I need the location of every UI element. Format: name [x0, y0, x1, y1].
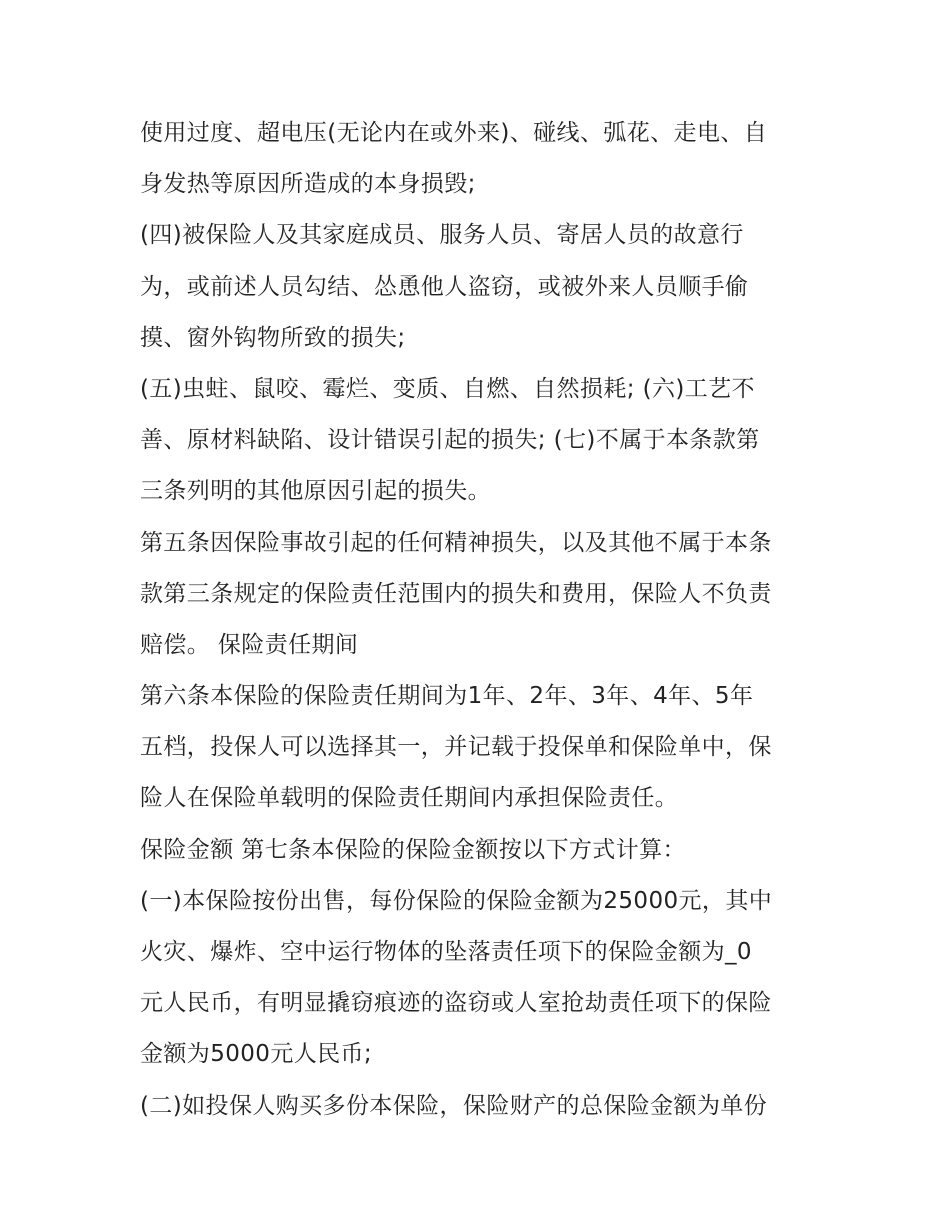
text-line: (五)虫蛀、鼠咬、霉烂、变质、自燃、自然损耗; (六)工艺不	[140, 375, 755, 402]
text-line: 身发热等原因所造成的本身损毁;	[140, 171, 476, 198]
text-line: (一)本保险按份出售，每份保险的保险金额为25000元，其中	[140, 887, 773, 914]
text-line: 为，或前述人员勾结、怂恿他人盗窃，或被外来人员顺手偷	[140, 273, 749, 300]
text-line: 三条列明的其他原因引起的损失。	[140, 478, 491, 505]
text-line: 摸、窗外钩物所致的损失;	[140, 324, 406, 351]
text-line: 火灾、爆炸、空中运行物体的坠落责任项下的保险金额为_0	[140, 939, 752, 965]
text-line: 使用过度、超电压(无论内在或外来)、碰线、弧花、走电、自	[140, 120, 768, 146]
text-line: 善、原材料缺陷、设计错误引起的损失; (七)不属于本条款第	[140, 427, 760, 454]
text-line: 赔偿。 保险责任期间	[140, 631, 359, 658]
text-line: 元人民币，有明显撬窃痕迹的盗窃或人室抢劫责任项下的保险	[140, 990, 772, 1017]
text-line: 五档，投保人可以选择其一，并记载于投保单和保险单中，保	[140, 734, 772, 761]
text-line: 保险金额 第七条本保险的保险金额按以下方式计算：	[140, 836, 686, 863]
text-line: 第五条因保险事故引起的任何精神损失，以及其他不属于本条	[140, 529, 772, 556]
document-body	[140, 108, 820, 1132]
text-line: (四)被保险人及其家庭成员、服务人员、寄居人员的故意行	[140, 222, 744, 249]
text-line: (二)如投保人购买多份本保险，保险财产的总保险金额为单份	[140, 1092, 768, 1119]
text-line: 款第三条规定的保险责任范围内的损失和费用，保险人不负责	[140, 580, 772, 607]
text-line: 第六条本保险的保险责任期间为1年、2年、3年、4年、5年	[140, 683, 754, 710]
text-line: 险人在保险单载明的保险责任期间内承担保险责任。	[140, 785, 679, 812]
text-line: 金额为5000元人民币;	[140, 1041, 373, 1068]
